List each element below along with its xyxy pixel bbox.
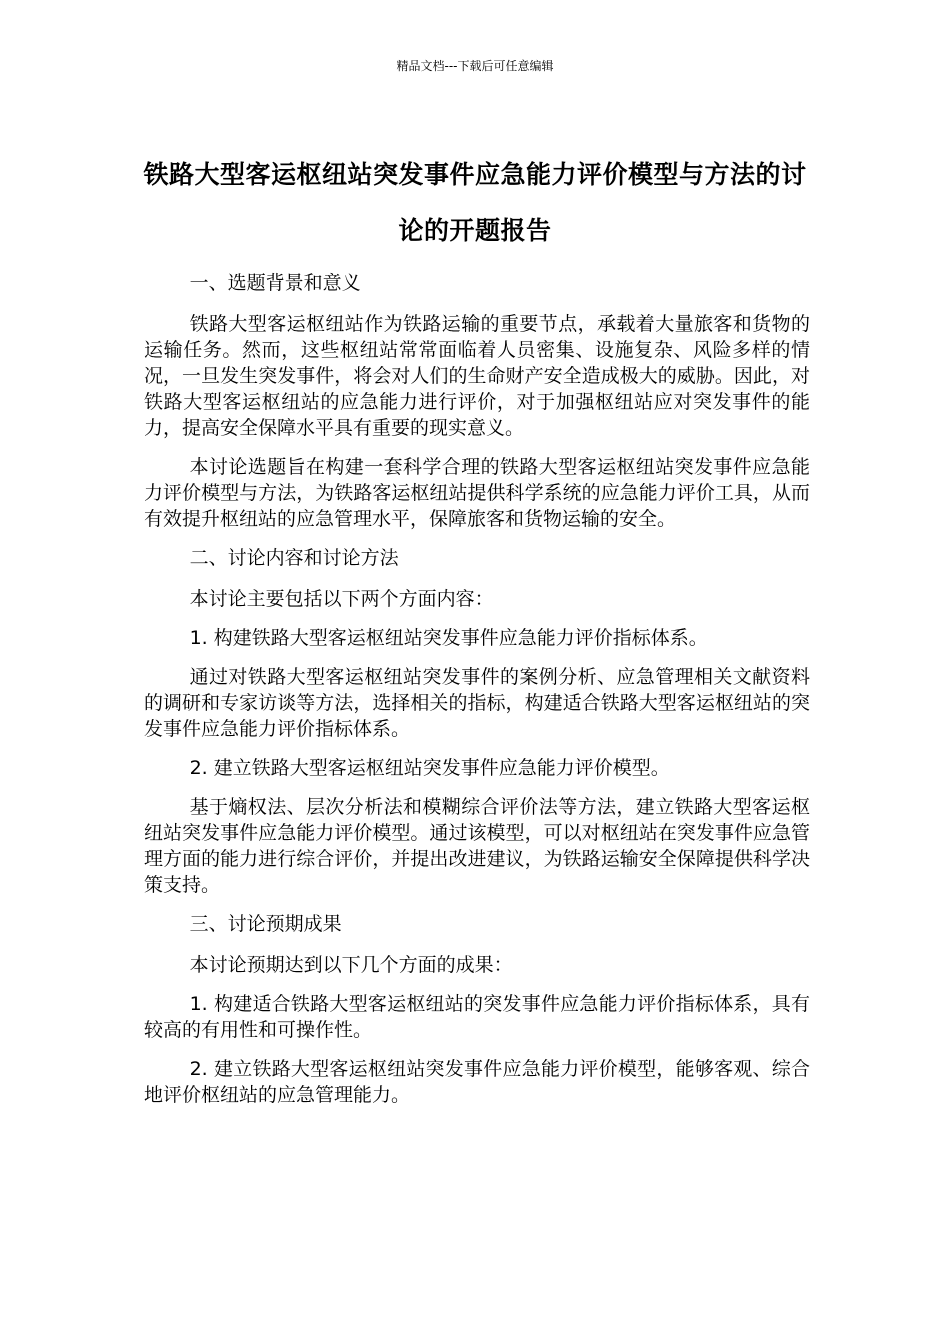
paragraph-content-1-detail: 通过对铁路大型客运枢纽站突发事件的案例分析、应急管理相关文献资料的调研和专家访谈等方法，选择相关的指标，构建适合铁路大型客运枢纽站的突发事件应急能力评价指标体系。: [144, 666, 810, 740]
section-heading-expected-results: 三、讨论预期成果: [189, 913, 342, 935]
document-title: 铁路大型客运枢纽站突发事件应急能力评价模型与方法的讨论的开题报告: [143, 159, 807, 245]
header-note: 精品文档---下载后可任意编辑: [396, 59, 554, 73]
list-item-result-1: 1. 构建适合铁路大型客运枢纽站的突发事件应急能力评价指标体系，具有较高的有用性和可操作性。: [144, 993, 810, 1041]
list-item-content-1: 1. 构建铁路大型客运枢纽站突发事件应急能力评价指标体系。: [189, 627, 708, 649]
paragraph-content-2-detail: 基于熵权法、层次分析法和模糊综合评价法等方法，建立铁路大型客运枢纽站突发事件应急能力评价模型。通过该模型，可以对枢纽站在突发事件应急管理方面的能力进行综合评价，并提出改进建议，为铁路运输安全保障提供科学决策支持。: [144, 796, 810, 896]
list-item-result-2: 2. 建立铁路大型客运枢纽站突发事件应急能力评价模型，能够客观、综合地评价枢纽站的应急管理能力。: [144, 1058, 810, 1106]
list-item-content-2: 2. 建立铁路大型客运枢纽站突发事件应急能力评价模型。: [189, 757, 670, 779]
section-heading-background: 一、选题背景和意义: [189, 272, 361, 294]
document-body: [144, 270, 810, 1121]
section-heading-content-method: 二、讨论内容和讨论方法: [189, 547, 399, 569]
paragraph-background-2: 本讨论选题旨在构建一套科学合理的铁路大型客运枢纽站突发事件应急能力评价模型与方法，为铁路客运枢纽站提供科学系统的应急能力评价工具，从而有效提升枢纽站的应急管理水平，保障旅客和货物运输的安全。: [144, 456, 810, 530]
paragraph-content-intro: 本讨论主要包括以下两个方面内容：: [189, 588, 494, 610]
paragraph-results-intro: 本讨论预期达到以下几个方面的成果：: [189, 954, 513, 976]
paragraph-background-1: 铁路大型客运枢纽站作为铁路运输的重要节点，承载着大量旅客和货物的运输任务。然而，这些枢纽站常常面临着人员密集、设施复杂、风险多样的情况，一旦发生突发事件，将会对人们的生命财产安全造成极大的威胁。因此，对铁路大型客运枢纽站的应急能力进行评价，对于加强枢纽站应对突发事件的能力，提高安全保障水平具有重要的现实意义。: [144, 313, 810, 439]
